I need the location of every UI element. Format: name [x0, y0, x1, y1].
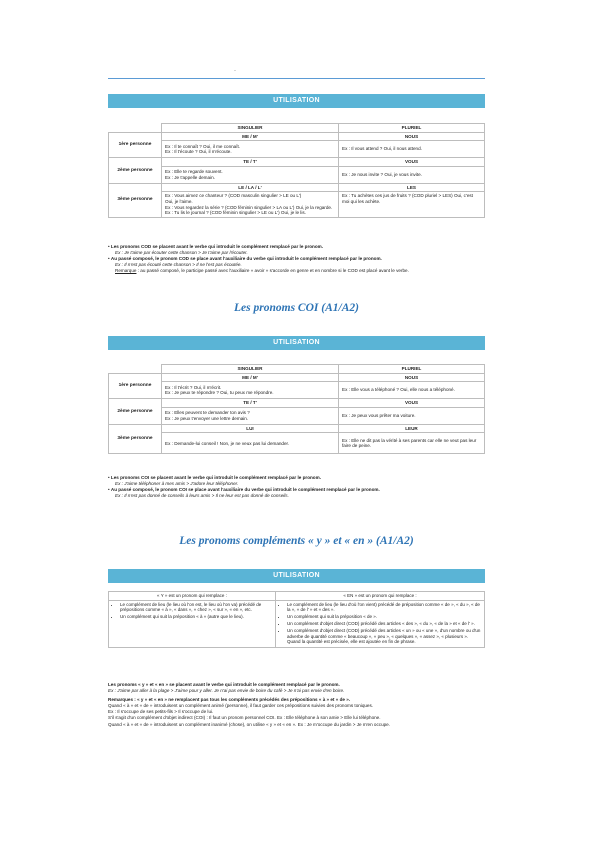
- coi-title: Les pronoms COI (A1/A2): [234, 302, 359, 314]
- col-pluriel: PLURIEL: [339, 124, 485, 133]
- y-en-note-2-ex: Quand « à » et « de » introduisent un complément animé (personne), il faut garder ces prépositions suivies des pronoms toniques. Ex : Il s'occupe de ses petits-fils > Il s'occupe de lui. S'il s'agit d'un complément d'objet indirect (COI) : Il faut un pronom personnel COI. Ex : Elle téléphone à son amie > Elle lui téléphone. Quand « à » et « de » introduisent un complément inanimé (chose), on utilise « y » et « en ». Ex : Je m'occupe du jardin > Je m'en occupe.: [108, 703, 391, 727]
- y-en-note-2: Remarques : « y » et « en » ne remplacent pas tous les compléments précédés des prépositions « à » et « de ».: [108, 697, 351, 703]
- coi-plur-pronoun-2: VOUS: [339, 399, 485, 408]
- cod-remark-label: Remarque: [115, 268, 137, 274]
- coi-plur-pronoun-3: LEUR: [339, 424, 485, 433]
- coi-table: [108, 364, 485, 454]
- coi-note-1-ex: Ex : J'aime téléphoner à mes amis > J'adore leur téléphoner.: [115, 481, 239, 487]
- coi-sing-example-3: Ex : Demande-lui conseil ! Non, je ne veux pas lui demander.: [162, 433, 339, 454]
- y-use-item: • Le complément de lieu (le lieu où l'on est, le lieu où l'on va) précédé de prépositions comme « à », « dans », « chez », « sur », « en », etc.: [120, 602, 272, 613]
- coi-plur-example-2: Ex : Je peux vous prêter ma voiture.: [339, 407, 485, 424]
- cod-remark-text: : au passé composé, le participe passé avec l'auxiliaire « avoir » s'accorde en genre et en nombre si le COD est placé avant le verbe.: [136, 268, 409, 274]
- y-en-note-1-ex: Ex : J'aime par aller à la plage > J'aime pour y aller. Je n'ai pas envie de boire du café > Je n'ai pas envie d'en boire.: [108, 688, 345, 694]
- en-use-item: • Un complément d'objet direct (COD) précédé des articles « un » ou « une », d'un nombre ou d'un adverbe de quantité comme « beaucoup », « peu », « quelques », « assez », « plusieurs ». Quand la quantité est précisée, elle est ajoutée en fin de phrase.: [287, 628, 481, 645]
- plur-pronoun-2: VOUS: [339, 158, 485, 167]
- col-y-header: « Y » est un pronom qui remplace :: [109, 592, 276, 601]
- coi-person-3: 3ème personne: [109, 424, 162, 454]
- sing-pronoun-2: TE / T': [162, 158, 339, 167]
- plur-pronoun-3: LES: [339, 183, 485, 192]
- y-en-title: Les pronoms compléments « y » et « en » (A1/A2): [179, 535, 414, 547]
- en-use-item: • Un complément d'objet direct (COD) précédé des articles « des », « du », « de la » et « de l' ».: [287, 621, 481, 627]
- section3-banner: UTILISATION: [108, 569, 485, 583]
- col-singulier: SINGULIER: [162, 124, 339, 133]
- coi-sing-pronoun-3: LUI: [162, 424, 339, 433]
- coi-note-2: Au passé composé, le pronom COI se place avant l'auxiliaire du verbe qui introduit le complément remplacé par le pronom.: [110, 487, 380, 493]
- coi-sing-pronoun-2: TE / T': [162, 399, 339, 408]
- sing-pronoun-1: ME / M': [162, 132, 339, 141]
- person-2: 2ème personne: [109, 158, 162, 184]
- coi-plur-example-3: Ex : Elle ne dit pas la vérité à ses parents car elle ne veut pas leur faire de peine.: [339, 433, 485, 454]
- person-1: 1ère personne: [109, 132, 162, 158]
- col-en-header: « EN » est un pronom qui remplace :: [276, 592, 485, 601]
- plur-example-2: Ex : Je nous invite ? Oui, je vous invite.: [339, 166, 485, 183]
- y-en-table: [108, 591, 485, 648]
- coi-person-1: 1ère personne: [109, 373, 162, 399]
- coi-sing-example-2: Ex : Elles peuvent te demander ton avis ? Ex : Je peux t'envoyer une lettre demain.: [162, 407, 339, 424]
- en-use-item: • Le complément de lieu (le lieu d'où l'on vient) précédé de préposition comme « de », « du », « de la », « de l' » et « des ».: [287, 602, 481, 613]
- top-rule: [108, 78, 485, 79]
- cod-note-1: Les pronoms COD se placent avant le verbe qui introduit le complément remplacé par le pronom.: [110, 244, 324, 249]
- section1-banner: UTILISATION: [108, 94, 485, 108]
- y-uses: [109, 600, 276, 648]
- sing-example-1: Ex : Il te connaît ? Oui, il me connaît. Ex : Il t'écoute ? Oui, il m'écoute.: [162, 141, 339, 158]
- y-use-item: • Un complément qui suit la préposition « à » (autre que le lieu).: [120, 614, 272, 620]
- cod-note-2-ex: Ex : Il n'est pas écouté cette chanson > Il ne l'est pas écoutée.: [115, 262, 242, 268]
- cod-note-2: Au passé composé, le pronom COD se place avant l'auxiliaire du verbe qui introduit le complément remplacé par le pronom.: [110, 256, 382, 262]
- plur-pronoun-1: NOUS: [339, 132, 485, 141]
- plur-example-3: Ex : Tu achètes ces jus de fruits ? (COD pluriel > LES) Oui, c'est moi qui les achète.: [339, 192, 485, 217]
- en-use-item: • Un complément qui suit la préposition « de ».: [287, 614, 481, 620]
- cod-note-1-ex: Ex : Je t'aime par écouter cette chanson > Je t'aime par l'écouter.: [115, 250, 248, 256]
- cod-notes: • Les pronoms COD se placent avant le verbe qui introduit le complément remplacé par le pronom. Ex : Je t'aime par écouter cette chanson > Je t'aime par l'écouter. • Au passé composé, le pronom COD se place avant l'auxiliaire du verbe qui introduit le complément remplacé par le pronom. Ex : Il n'est pas écouté cette chanson > Il ne l'est pas écoutée. Remarque : au passé composé, le participe passé avec l'auxiliaire « avoir » s'accorde en genre et en nombre si le COD est placé avant le verbe.: [108, 244, 485, 274]
- sing-example-2: Ex : Elle te regarde souvent. Ex : Je t'appelle demain.: [162, 166, 339, 183]
- y-en-notes: [108, 682, 485, 728]
- coi-col-singulier: SINGULIER: [162, 365, 339, 374]
- coi-person-2: 2ème personne: [109, 399, 162, 425]
- coi-note-1: Les pronoms COI se placent avant le verbe qui introduit le complément remplacé par le pronom.: [110, 475, 321, 480]
- page-dot: ·: [234, 68, 236, 74]
- sing-pronoun-3: LE / LA / L': [162, 183, 339, 192]
- y-en-note-1: Les pronoms « y » et « en » se placent avant le verbe qui introduit le complément remplacé par le pronom.: [108, 682, 340, 687]
- coi-sing-example-1: Ex : Il t'écrit ? Oui, il m'écrit. Ex : Je peux te répondre ? Oui, tu peux me répondre.: [162, 382, 339, 399]
- coi-note-2-ex: Ex : Il n'est pas donné de conseils à leurs amis > Il ne leur est pas donné de conseils.: [115, 493, 289, 499]
- sing-example-3: Ex : Vous aimez ce chanteur ? (COD masculin singulier > LE ou L') Oui, je l'aime. Ex : Vous regardez la série ? (COD féminin singulier > LA ou L') Oui, je la regarde. Ex : Tu lis le journal ? (COD féminin singulier > LE ou L') Oui, je le lis.: [162, 192, 339, 217]
- section2-banner: UTILISATION: [108, 336, 485, 350]
- coi-notes: • Les pronoms COI se placent avant le verbe qui introduit le complément remplacé par le pronom. Ex : J'aime téléphoner à mes amis > J'adore leur téléphoner. • Au passé composé, le pronom COI se place avant l'auxiliaire du verbe qui introduit le complément remplacé par le pronom. Ex : Il n'est pas donné de conseils à leurs amis > Il ne leur est pas donné de conseils.: [108, 475, 485, 499]
- en-uses: [276, 600, 485, 648]
- coi-sing-pronoun-1: ME / M': [162, 373, 339, 382]
- coi-plur-pronoun-1: NOUS: [339, 373, 485, 382]
- coi-plur-example-1: Ex : Elle vous a téléphoné ? Oui, elle nous a téléphoné.: [339, 382, 485, 399]
- coi-col-pluriel: PLURIEL: [339, 365, 485, 374]
- plur-example-1: Ex : Il vous attend ? Oui, il nous attend.: [339, 141, 485, 158]
- cod-table: [108, 123, 485, 218]
- person-3: 3ème personne: [109, 183, 162, 217]
